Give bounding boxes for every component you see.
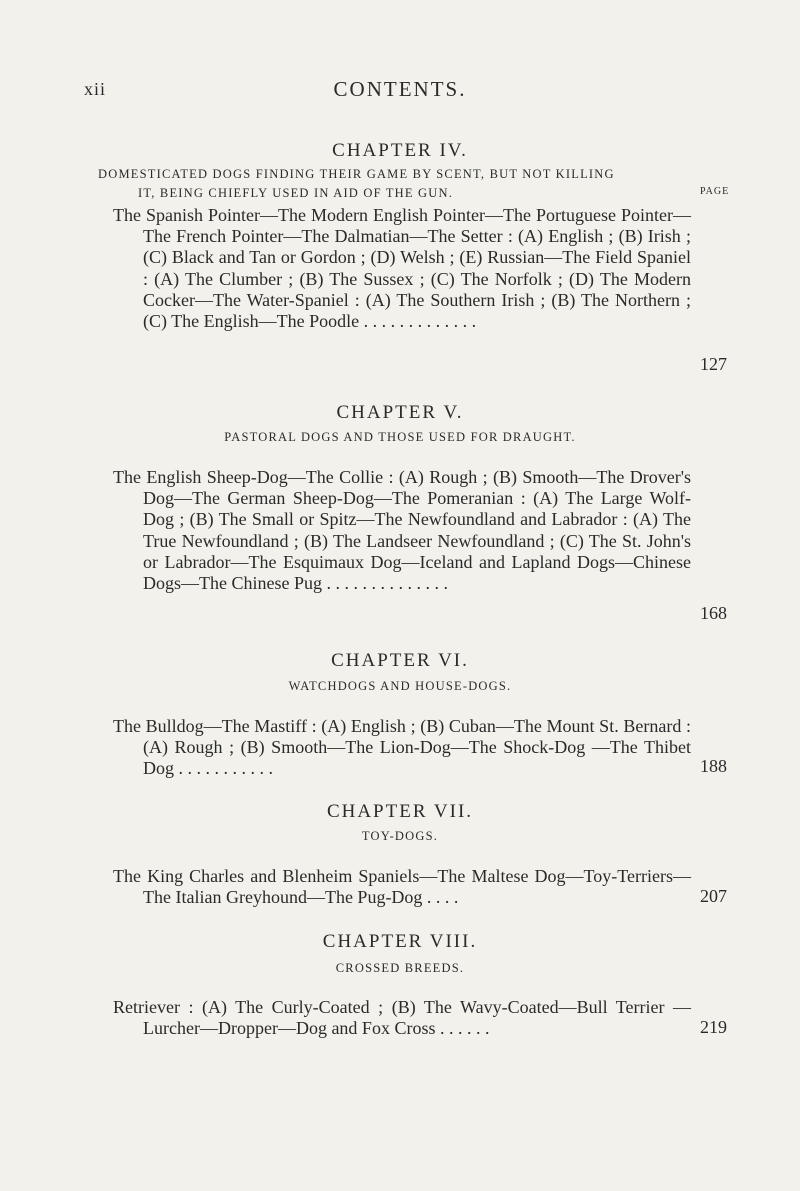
chapter-iv-entry: The Spanish Pointer—The Modern English Pointer—The Portuguese Pointer—The French Pointer—The Dalmatian—The Setter : (A) English ; (B) Irish ; (C) Black and Tan or Gordon ; (D) Welsh ; (E) Russian—The Field Spaniel : (A) The Clumber ; (B) The Sussex ; (C) The Norfolk ; (D) The Modern Cocker—The Water-Spaniel : (A) The Southern Irish ; (B) The Northern ; (C) The English—The Poodle . . . . . . . . . . . . . [113, 205, 691, 332]
chapter-iv-page: 127 [700, 354, 727, 374]
chapter-vii-title: CHAPTER VII. [326, 801, 474, 822]
chapter-vii-page: 207 [700, 886, 727, 906]
chapter-v-title: CHAPTER V. [336, 402, 464, 423]
chapter-v-subtitle: PASTORAL DOGS AND THOSE USED FOR DRAUGHT. [224, 430, 576, 444]
chapter-v-entry: The English Sheep-Dog—The Collie : (A) Rough ; (B) Smooth—The Drover's Dog—The German Sheep-Dog—The Pomeranian : (A) The Large Wolf-Dog ; (B) The Small or Spitz—The Newfoundland and Labrador : (A) The True Newfoundland ; (B) The Landseer Newfoundland ; (C) The St. John's or Labrador—The Esquimaux Dog—Iceland and Lapland Dogs—Chinese Dogs—The Chinese Pug . . . . . . . . . . . . . . [113, 467, 691, 594]
chapter-iv-subtitle [98, 165, 738, 203]
chapter-viii-page: 219 [700, 1017, 727, 1037]
chapter-vii-subtitle: TOY-DOGS. [361, 829, 439, 843]
chapter-v-page: 168 [700, 603, 727, 623]
page-column-label: PAGE [700, 186, 730, 197]
chapter-vi-page: 188 [700, 756, 727, 776]
chapter-vii-entry: The King Charles and Blenheim Spaniels—The Maltese Dog—Toy-Terriers—The Italian Greyhound—The Pug-Dog . . . . [113, 866, 691, 908]
chapter-viii-subtitle: CROSSED BREEDS. [335, 961, 465, 975]
chapter-viii-title: CHAPTER VIII. [322, 931, 478, 952]
running-title: CONTENTS. [333, 77, 467, 101]
chapter-vi-subtitle: WATCHDOGS AND HOUSE-DOGS. [288, 679, 512, 693]
chapter-viii-entry: Retriever : (A) The Curly-Coated ; (B) The Wavy-Coated—Bull Terrier —Lurcher—Dropper—Dog and Fox Cross . . . . . . [113, 997, 691, 1039]
page-number: xii [84, 79, 107, 99]
chapter-iv-subtitle-line2: IT, BEING CHIEFLY USED IN AID OF THE GUN. [138, 186, 454, 200]
chapter-vi-title: CHAPTER VI. [331, 650, 469, 671]
chapter-iv-title: CHAPTER IV. [332, 140, 468, 161]
chapter-iv-subtitle-line1: DOMESTICATED DOGS FINDING THEIR GAME BY SCENT, BUT NOT KILLING [98, 167, 615, 181]
chapter-vi-entry: The Bulldog—The Mastiff : (A) English ; (B) Cuban—The Mount St. Bernard : (A) Rough ; (B) Smooth—The Lion-Dog—The Shock-Dog —The Thibet Dog . . . . . . . . . . . [113, 716, 691, 779]
